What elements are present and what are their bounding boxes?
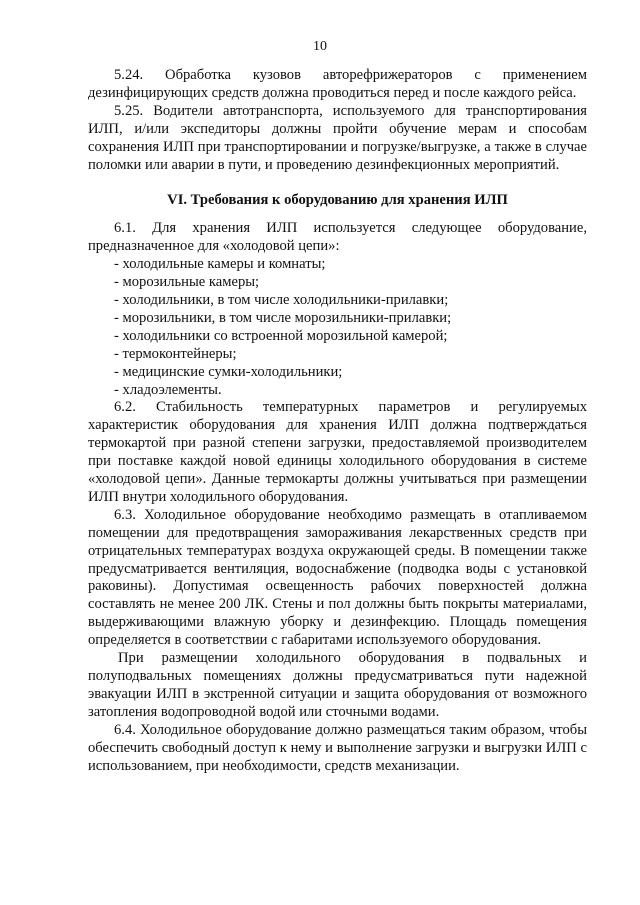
- list-item: - холодильники со встроенной морозильной камерой;: [114, 328, 587, 346]
- paragraph-6-2: 6.2. Стабильность температурных параметров и регулируемых характеристик оборудования для хранения ИЛП должна подтверждаться термокартой при разной степени загрузки, предоставляемой производителем при поставке каждой новой единицы холодильного оборудования в системе «холодовой цепи». Данные термокарты должны учитываться при размещении ИЛП внутри холодильного оборудования.: [88, 399, 587, 505]
- paragraph-6-4: 6.4. Холодильное оборудование должно размещаться таким образом, чтобы обеспечить свободный доступ к нему и выполнение загрузки и выгрузки ИЛП с использованием, при необходимости, средств механизации.: [88, 721, 587, 774]
- list-item: - морозильные камеры;: [114, 274, 587, 292]
- paragraph-6-3-basement: При размещении холодильного оборудования в подвальных и полуподвальных помещениях должны предусматриваться пути надежной эвакуации ИЛП в экстренной ситуации и защита оборудования от возможного затопления водопроводной водой или сточными водами.: [88, 650, 587, 720]
- list-item: - медицинские сумки-холодильники;: [114, 364, 587, 382]
- list-item: - термоконтейнеры;: [114, 346, 587, 364]
- list-item: - хладоэлементы.: [114, 382, 587, 400]
- document-body: [88, 67, 587, 775]
- paragraph-5-25: 5.25. Водители автотранспорта, используемого для транспортирования ИЛП, и/или экспедиторы должны пройти обучение мерам и способам сохранения ИЛП при транспортировании и погрузке/выгрузке, а также в случае поломки или аварии в пути, и проведению дезинфекционных мероприятий.: [88, 102, 587, 173]
- page-number: 10: [313, 39, 327, 54]
- list-item: - морозильники, в том числе морозильники-прилавки;: [114, 310, 587, 328]
- paragraph-5-24: 5.24. Обработка кузовов авторефрижераторов с применением дезинфицирующих средств должна проводиться перед и после каждого рейса.: [88, 67, 587, 101]
- paragraph-6-1: 6.1. Для хранения ИЛП используется следующее оборудование, предназначенное для «холодовой цепи»:: [88, 220, 587, 255]
- list-item: - холодильники, в том числе холодильники-прилавки;: [114, 292, 587, 310]
- list-item: - холодильные камеры и комнаты;: [114, 256, 587, 274]
- equipment-list: [88, 256, 587, 399]
- section-title: VI. Требования к оборудованию для хранения ИЛП: [167, 192, 508, 209]
- paragraph-6-3: 6.3. Холодильное оборудование необходимо размещать в отапливаемом помещении для предотвращения замораживания лекарственных средств при отрицательных температурах воздуха окружающей среды. В помещении также предусматривается вентиляция, водоснабжение (подводка воды с установкой раковины). Допустимая освещенность рабочих поверхностей должна составлять не менее 200 ЛК. Стены и пол должны быть покрыты материалами, выдерживающими влажную уборку и дезинфекцию. Площадь помещения определяется в соответствии с габаритами используемого оборудования.: [88, 506, 587, 649]
